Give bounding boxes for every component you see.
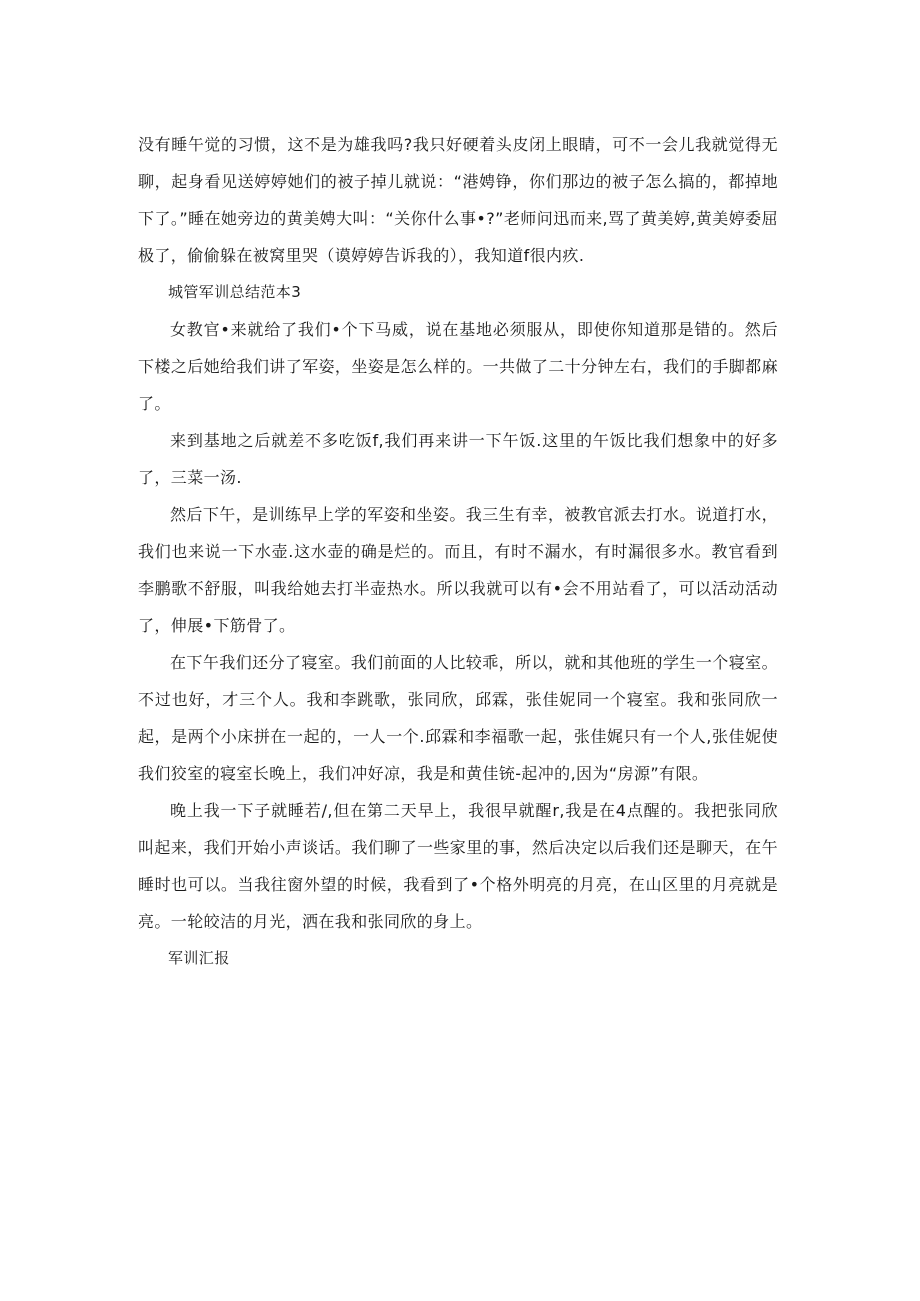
section-heading: 军训汇报 (168, 949, 230, 967)
continuation-paragraph: 没有睡午觉的习惯，这不是为雄我吗?我只好硬着头皮闭上眼睛，可不一会儿我就觉得无聊，起身看见送婷婷她们的被子掉儿就说：“港娉铮，你们那边的被子怎么搞的，都掉地下了。”睡在她旁边的黄美娉大叫：“关你什么事•?”老师问迅而来,骂了黄美婷,黄美婷委屈极了，偷偷躲在被窝里哭（谟婷婷告诉我的），我知道f很内疚. (138, 135, 778, 265)
section-heading: 城管军训总结范本3 (168, 283, 302, 301)
body-paragraph: 来到基地之后就差不多吃饭f,我们再来讲一下午饭.这里的午饭比我们想象中的好多了，三菜一汤. (138, 431, 778, 487)
body-paragraph: 在下午我们还分了寝室。我们前面的人比较乖，所以，就和其他班的学生一个寝室。不过也好，才三个人。我和李跳歌，张同欣，邱霖，张佳妮同一个寝室。我和张同欣一起，是两个小床拼在一起的，一人一个.邱霖和李福歌一起，张佳娓只有一个人,张佳妮使我们狡室的寝室长晚上，我们冲好凉，我是和黄佳铳-起冲的,因为“房源”有限。 (138, 653, 778, 783)
body-paragraph: 晚上我一下子就睡若/,但在第二天早上，我很早就醒r,我是在4点醒的。我把张同欣叫起来，我们开始小声谈话。我们聊了一些家里的事，然后决定以后我们还是聊天，在午睡时也可以。当我往窗外望的时候，我看到了•个格外明亮的月亮，在山区里的月亮就是亮。一轮皎洁的月光，洒在我和张同欣的身上。 (138, 801, 778, 931)
document-body (138, 126, 778, 977)
body-paragraph: 女教官•来就给了我们•个下马威，说在基地必须服从，即使你知道那是错的。然后下楼之后她给我们讲了军姿，坐姿是怎么样的。一共做了二十分钟左右，我们的手脚都麻了。 (138, 320, 778, 413)
body-paragraph: 然后下午，是训练早上学的军姿和坐姿。我三生有幸，被教官派去打水。说道打水，我们也来说一下水壶.这水壶的确是烂的。而且，有时不漏水，有时漏很多水。教官看到李鹏歌不舒服，叫我给她去打半壶热水。所以我就可以有•会不用站看了，可以活动活动了，伸展•下筋骨了。 (138, 505, 778, 635)
